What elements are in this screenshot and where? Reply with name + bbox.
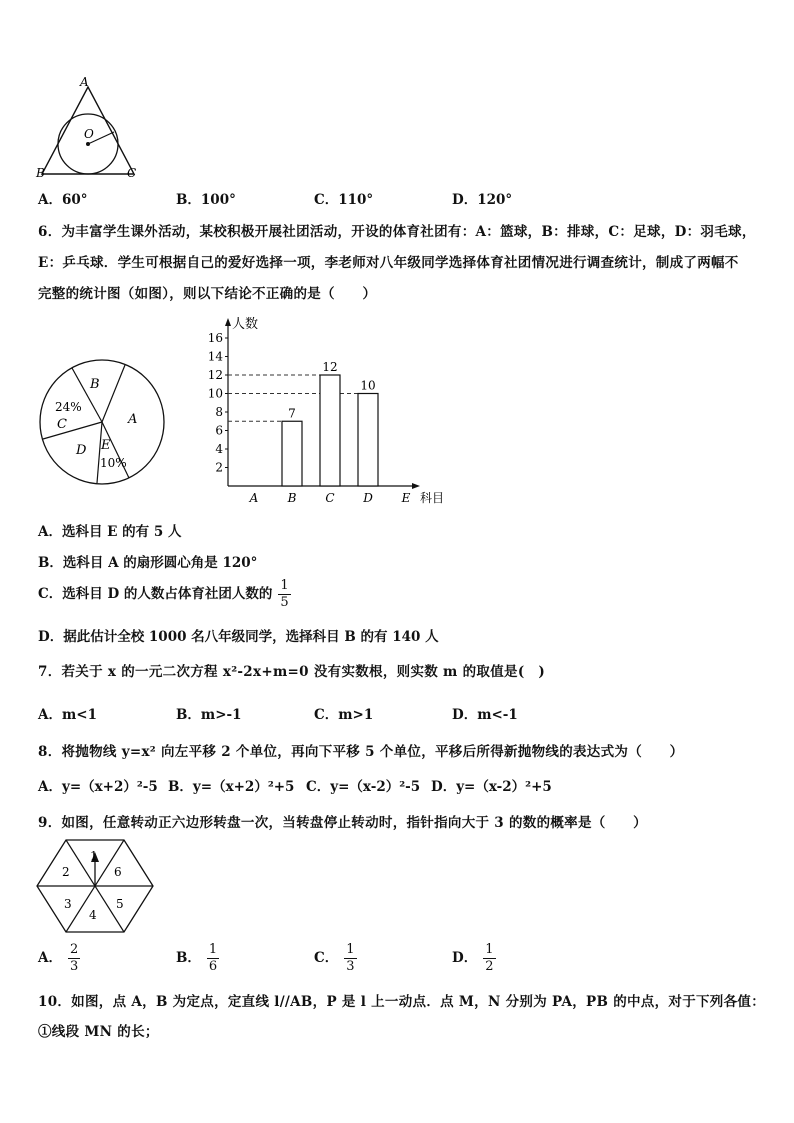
q6-stem-line3: 完整的统计图（如图），则以下结论不正确的是（ ）	[38, 286, 377, 302]
q6-stem-line1: 6．为丰富学生课外活动，某校积极开展社团活动，开设的体育社团有：A：篮球，B：排球，C：足球，D：羽毛球，	[38, 224, 756, 240]
x-tick-label-b: B	[287, 491, 297, 505]
vertex-b-label: B	[36, 166, 45, 180]
pie-label-c: C	[57, 417, 67, 432]
q6-option-d: D．据此估计全校 1000 名八年级同学，选择科目 B 的有 140 人	[38, 629, 439, 645]
q6-option-b: B．选科目 A 的扇形圆心角是 120°	[38, 555, 258, 571]
q5-option-c: C．110°	[314, 192, 374, 208]
pie-label-c-percent: 24%	[55, 400, 82, 414]
vertex-c-label: C	[127, 166, 137, 180]
q8-option-b: B．y=（x+2）²+5	[168, 779, 295, 795]
pie-label-d: D	[76, 443, 87, 458]
q9-option-d-fraction: $\frac{1}{2}$	[485, 942, 494, 974]
data-label-c: 12	[322, 360, 338, 374]
hex-number-4: 4	[89, 908, 97, 922]
y-tick-label: 2	[215, 460, 223, 475]
q8-option-d: D．y=（x-2）²+5	[431, 779, 552, 795]
q7-option-b: B．m>-1	[176, 707, 242, 723]
hex-number-2: 2	[62, 865, 70, 879]
bar-d	[358, 394, 378, 487]
x-tick-label-c: C	[325, 491, 335, 505]
q7-stem: 7．若关于 x 的一元二次方程 x²-2x+m=0 没有实数根，则实数 m 的取值是( )	[38, 664, 546, 680]
pie-label-a: A	[128, 412, 138, 427]
q6-stem-line2: E：乒乓球．学生可根据自己的爱好选择一项，李老师对八年级同学选择体育社团情况进行调查统计，制成了两幅不	[38, 255, 739, 271]
q9-option-b-fraction: $\frac{1}{6}$	[208, 942, 218, 974]
q6-option-c-fraction: $\frac{1}{5}$	[280, 578, 289, 610]
q7-option-d: D．m<-1	[452, 707, 518, 723]
q10-stem: 10．如图，点 A，B 为定点，定直线 l//AB，P 是 l 上一动点．点 M，N 分别为 PA，PB 的中点，对于下列各值：	[38, 994, 766, 1010]
y-tick-label: 16	[207, 331, 223, 345]
q7-option-c: C．m>1	[314, 707, 374, 723]
q8-option-a: A．y=（x+2）²-5	[38, 779, 158, 795]
q6-option-c-text: C．选科目 D 的人数占体育社团人数的	[38, 586, 273, 602]
q8-stem: 8．将抛物线 y=x² 向左平移 2 个单位，再向下平移 5 个单位，平移后所得新抛物线的表达式为（ ）	[38, 744, 684, 760]
y-tick-label: 12	[207, 368, 223, 382]
q9-option-d: D． $\frac{1}{2}$	[452, 942, 494, 974]
hex-number-3: 3	[64, 897, 72, 911]
q9-option-a: A． $\frac{2}{3}$	[38, 942, 79, 974]
bar-b	[282, 421, 302, 486]
hexagon-spinner-figure	[36, 838, 154, 934]
y-tick-label: 10	[207, 386, 223, 401]
pie-label-e: E	[101, 438, 111, 453]
y-tick-label: 8	[215, 405, 223, 419]
q6-option-c	[38, 578, 291, 611]
y-tick-label: 6	[215, 423, 223, 438]
x-tick-label-e: E	[401, 491, 411, 505]
q5-option-b: B．100°	[176, 192, 236, 208]
q10-item-1: ①线段 MN 的长；	[38, 1024, 159, 1040]
pie-chart	[35, 355, 170, 490]
hex-number-6: 6	[114, 865, 122, 879]
y-tick-label: 14	[207, 349, 223, 364]
q9-option-a-fraction: $\frac{2}{3}$	[69, 942, 79, 974]
data-label-d: 10	[360, 378, 376, 393]
y-tick-label: 4	[215, 442, 223, 456]
q6-option-a: A．选科目 E 的有 5 人	[38, 524, 182, 540]
bar-chart	[198, 308, 460, 508]
q9-stem: 9．如图，任意转动正六边形转盘一次，当转盘停止转动时，指针指向大于 3 的数的概率是（ ）	[38, 815, 647, 831]
q5-option-a: A．60°	[38, 192, 88, 208]
center-o-label: O	[84, 127, 94, 141]
q5-option-d: D．120°	[452, 192, 513, 208]
q9-option-b: B． $\frac{1}{6}$	[176, 942, 218, 974]
x-axis-arrow	[412, 483, 420, 489]
bar-c	[320, 375, 340, 486]
pie-label-e-percent: 10%	[100, 456, 127, 470]
vertex-a-label: A	[80, 75, 89, 89]
y-axis-arrow	[225, 318, 231, 326]
y-axis-title: 人数	[232, 317, 259, 332]
hex-number-5: 5	[116, 897, 124, 911]
q9-option-c-fraction: $\frac{1}{3}$	[346, 942, 355, 974]
x-tick-label-a: A	[249, 491, 259, 505]
q9-option-c: C． $\frac{1}{3}$	[314, 942, 355, 974]
q8-option-c: C．y=（x-2）²-5	[306, 779, 421, 795]
triangle-incircle-figure	[30, 72, 145, 182]
x-tick-label-d: D	[363, 491, 373, 505]
pie-label-b: B	[90, 377, 100, 392]
data-label-b: 7	[288, 406, 296, 421]
q7-option-a: A．m<1	[38, 707, 97, 723]
hex-number-1: 1	[90, 849, 98, 863]
x-axis-title: 科目	[420, 491, 445, 505]
